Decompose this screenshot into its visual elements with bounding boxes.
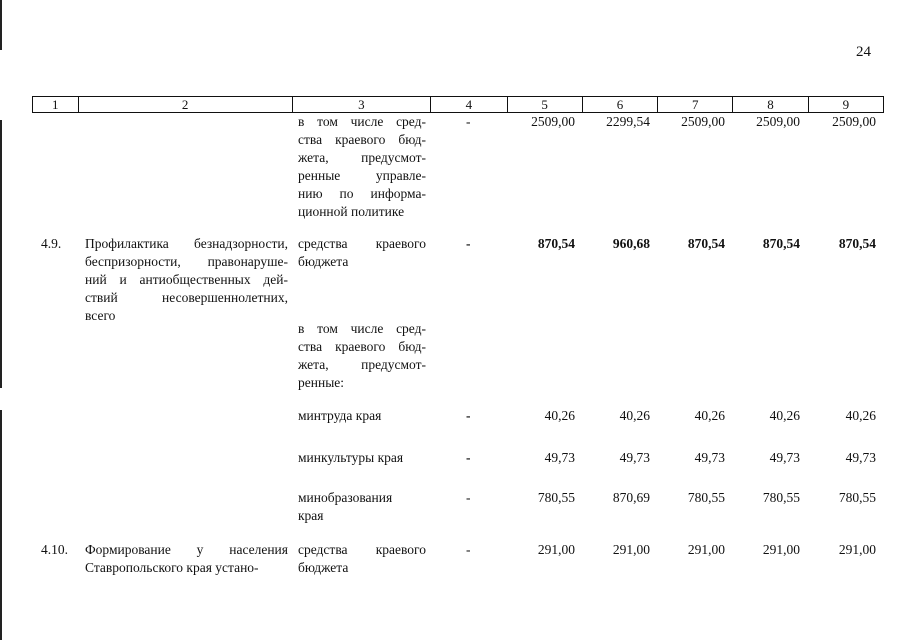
source-cell: минтруда края [298, 408, 382, 423]
value-col7: 2509,00 [681, 114, 725, 129]
source-cell: минкультуры края [298, 450, 404, 465]
value-col8: 2509,00 [756, 114, 800, 129]
source-cell: в том числе сред- ства краевого бюд- жета, предусмот- ренные: [298, 321, 426, 390]
source-cell: средства краевого бюджета [298, 542, 426, 575]
value-col7: 291,00 [687, 542, 725, 557]
source-cell: минобразования края [298, 490, 393, 523]
col4-dash: - [466, 408, 471, 423]
header-col-8: 8 [733, 97, 808, 112]
source-cell: средства краевого бюджета [298, 236, 426, 269]
row-id: 4.10. [41, 542, 68, 557]
value-col8: 40,26 [769, 408, 800, 423]
value-col8: 291,00 [762, 542, 800, 557]
header-col-2: 2 [79, 97, 293, 112]
col4-dash: - [466, 542, 471, 557]
col4-dash: - [466, 236, 471, 251]
header-col-3: 3 [293, 97, 432, 112]
value-col6: 2299,54 [606, 114, 650, 129]
col4-dash: - [466, 490, 471, 505]
value-col8: 49,73 [769, 450, 800, 465]
value-col6: 960,68 [612, 236, 650, 251]
value-col8: 870,54 [762, 236, 800, 251]
col4-dash: - [466, 114, 471, 129]
scan-edge-bottom [0, 410, 2, 640]
header-col-1: 1 [33, 97, 79, 112]
value-col6: 49,73 [619, 450, 650, 465]
col4-dash: - [466, 450, 471, 465]
header-col-6: 6 [583, 97, 658, 112]
value-col5: 40,26 [544, 408, 575, 423]
value-col7: 870,54 [687, 236, 725, 251]
value-col5: 2509,00 [531, 114, 575, 129]
scan-edge-middle [0, 120, 2, 388]
value-col6: 291,00 [612, 542, 650, 557]
header-col-7: 7 [658, 97, 733, 112]
value-col9: 291,00 [838, 542, 876, 557]
header-col-4: 4 [431, 97, 507, 112]
source-cell: в том числе сред- ства краевого бюд- жета, предусмот- ренные управле- нию по информа- ционной политике [298, 114, 426, 219]
row-title: Формирование у населения Ставропольского края устано- [85, 542, 288, 575]
value-col7: 780,55 [687, 490, 725, 505]
page-number: 24 [856, 44, 871, 60]
value-col8: 780,55 [762, 490, 800, 505]
value-col6: 870,69 [612, 490, 650, 505]
value-col9: 2509,00 [832, 114, 876, 129]
row-title: Профилактика безнадзорности, беспризорности, правонаруше- ний и антиобщественных дей- ствий несовершеннолетних, всего [85, 236, 288, 323]
value-col9: 780,55 [838, 490, 876, 505]
scan-edge-top [0, 0, 2, 50]
value-col7: 40,26 [694, 408, 725, 423]
value-col5: 291,00 [537, 542, 575, 557]
value-col9: 40,26 [845, 408, 876, 423]
value-col9: 49,73 [845, 450, 876, 465]
value-col5: 870,54 [537, 236, 575, 251]
value-col7: 49,73 [694, 450, 725, 465]
row-id: 4.9. [41, 236, 62, 251]
header-col-5: 5 [508, 97, 583, 112]
value-col6: 40,26 [619, 408, 650, 423]
header-col-9: 9 [842, 97, 850, 112]
value-col9: 870,54 [838, 236, 876, 251]
column-number-header [32, 96, 884, 113]
value-col5: 780,55 [537, 490, 575, 505]
value-col5: 49,73 [544, 450, 575, 465]
